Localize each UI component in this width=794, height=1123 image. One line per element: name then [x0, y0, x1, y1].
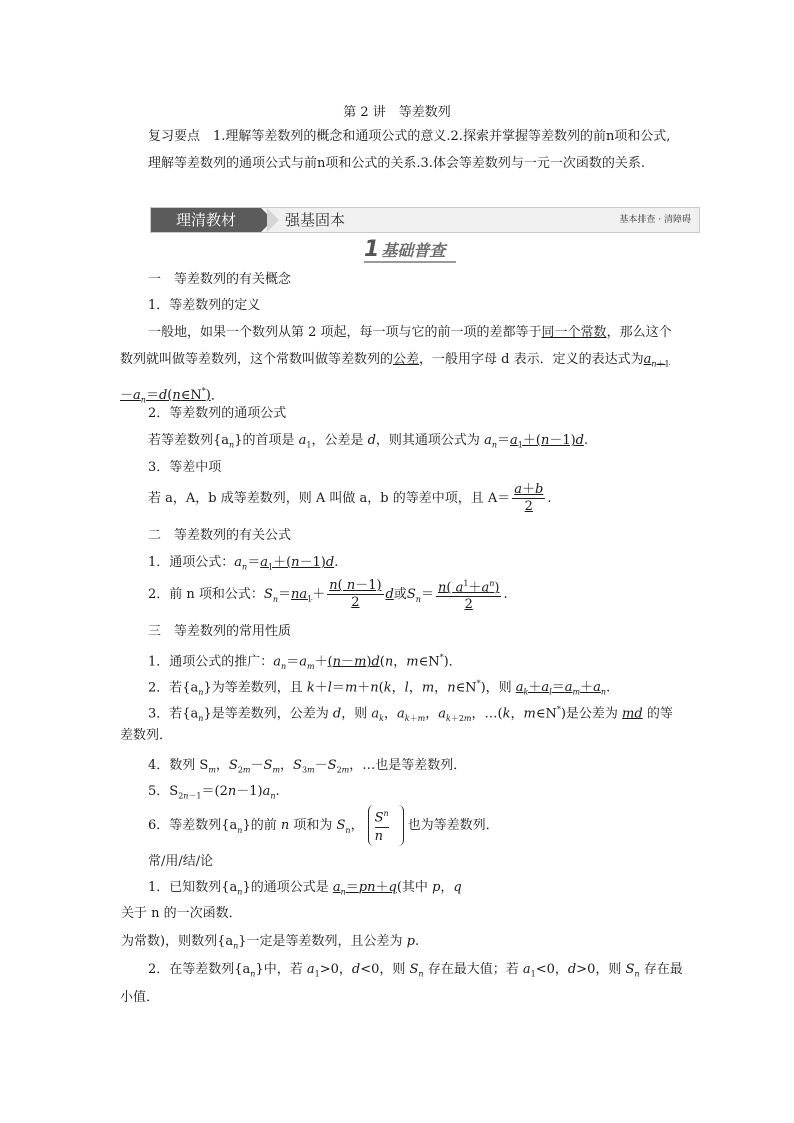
fg-label: 1．通项公式：	[148, 555, 235, 570]
c2-label: 2．在等差数列{a	[148, 962, 251, 977]
page-title: 第 2 讲 等差数列	[343, 105, 451, 120]
definition-paragraph: 一般地，如果一个数列从第 2 项起，每一项与它的前一项的差都等于同一个常数，那么这个数列就叫做等差数列，这个常数叫做等差数列的公差，一般用字母 d 表示．定义的表达式为$a_{n+1}-a_n=d(n\in N^*)$．	[120, 325, 672, 405]
banner-mid-label: 强基固本	[285, 211, 346, 229]
conclusion-1-cont: 关于 n 的一次函数．	[121, 906, 242, 921]
section-heading-2: 二 等差数列的有关公式	[148, 528, 292, 543]
def-underline-diff: 公差	[393, 352, 420, 367]
property-6: 6．等差数列$\{a_n\}$的前 n 项和为 $S_n$， $\frac{S^n}{n}$ 也为等差数列．	[148, 805, 499, 846]
p4-label: 4．数列 S	[148, 758, 209, 773]
p2-label: 2．若{a	[148, 680, 199, 696]
fs-label: 2．前 n 项和公式：	[148, 587, 264, 603]
am-fraction: $\frac{a+b}{2}$	[514, 482, 544, 514]
def-text-b: ，那么这个数列就叫做等差数列，这个常数叫做等差数列的	[120, 325, 672, 367]
def-text-c: ，一般用字母 d 表示．定义的表达式为	[419, 352, 644, 367]
banner-arrow-shadow-icon	[267, 208, 279, 232]
p6-label: 6．等差数列{a	[148, 818, 238, 834]
property-4: 4．数列 $S_m$，$S_{2m}-S_m$，$S_{3m}-S_{2m}$，…也是等差数列．	[148, 758, 467, 775]
conclusion-2: 2．在等差数列$\{a_n\}$中，若 $a_1>0$，d<0，则 $S_n$ 存在最大值；若 $a_1<0$，d>0，则 $S_n$ 存在最	[148, 962, 683, 979]
or-text: 或	[393, 587, 407, 603]
property-1: 1．通项公式的推广：$a_n=a_m+(n-m)d(n$，m∈N*)．	[148, 653, 462, 671]
section-heading-1: 一 等差数列的有关概念	[148, 272, 292, 287]
conclusion-1: 1．已知数列$\{a_n\}$的通项公式是 $a_n=pn+q$(其中 p，q	[148, 880, 462, 897]
heading-1-2: 2．等差数列的通项公式	[148, 406, 287, 421]
banner-right-label: 基本排查 · 清障碍	[619, 215, 691, 225]
am-text: 若 a，A，b 成等差数列，则 A 叫做 a，b 的等差中项，且 A＝	[148, 491, 511, 506]
property-5: 5．$S_{2n-1}=(2n-1)a_n$.	[148, 784, 280, 801]
def-formula: $a_{n+1}-a_n=d(n\in N^*)$	[120, 352, 670, 405]
general-term-line: 若等差数列$\{a_n\}$的首项是 $a_1$，公差是 d，则其通项公式为 $a_n=a_1+(n-1)d$.	[148, 433, 589, 450]
def-text-a: 一般地，如果一个数列从第 2 项起，每一项与它的前一项的差都等于	[148, 325, 542, 340]
heading-1-1: 1．等差数列的定义	[148, 298, 261, 313]
property-2: 2．若$\{a_n\}$为等差数列，且 k＋l＝m＋n(k，l，m，n∈N*)，则 $a_k+a_l=a_m+a_n$.	[148, 679, 611, 697]
sum-fraction-2: $\frac{n( a^1+a^n)}{2}$	[436, 576, 501, 613]
section-heading-4: 常/用/结/论	[148, 854, 214, 869]
banner-left-label: 理清教材	[151, 208, 261, 232]
badge-text: 基础普查	[381, 241, 446, 260]
c1c-text: 为常数)，则数列{a	[121, 934, 234, 949]
arith-mean-line: 若 a，A，b 成等差数列，则 A 叫做 a，b 的等差中项，且 A＝ $\frac{a+b}{2}$ .	[148, 482, 552, 514]
badge-number: 1	[364, 237, 380, 262]
conclusion-1-cont2: 为常数)，则数列$\{a_n\}$一定是等差数列，且公差为 p.	[121, 934, 420, 951]
review-points: 复习要点 1.理解等差数列的概念和通项公式的意义.2.探索并掌握等差数列的前n项和公式,理解等差数列的通项公式与前n项和公式的关系.3.体会等差数列与一元一次函数的关系.	[148, 129, 671, 171]
p3-label: 3．若{a	[148, 706, 199, 722]
sum-fraction-1: $\frac{n( n-1)}{2}$	[329, 578, 382, 611]
formula-sum: 2．前 n 项和公式：$S_n=na_1+$ $\frac{n( n-1)}{2}$ d或$S_n=$ $\frac{n( a^1+a^n)}{2}$ .	[148, 576, 508, 613]
property-3-cont: 差数列．	[120, 728, 173, 743]
p6-tail: 也为等差数列．	[407, 818, 499, 834]
c1-label: 1．已知数列{a	[148, 880, 238, 895]
p5-label: 5．S	[148, 784, 179, 799]
section-heading-3: 三 等差数列的常用性质	[148, 624, 292, 639]
brace-fraction: $\frac{S^n}{n}$	[368, 805, 404, 846]
p1-label: 1．通项公式的推广：	[148, 654, 274, 670]
section-banner	[150, 207, 700, 233]
formula-general: 1．通项公式：$a_n=a_1+(n-1)d$.	[148, 555, 339, 572]
conclusion-2-cont: 小值．	[120, 990, 160, 1005]
section-badge	[364, 237, 456, 263]
def-underline-const: 同一个常数	[541, 325, 607, 340]
gt-text: 若等差数列{a	[148, 433, 230, 448]
property-3: 3．若$\{a_n\}$是等差数列，公差为 d，则 $a_k$，$a_{k+m}$，$a_{k+2m}$，…(k，m∈N*)是公差为 md 的等	[148, 705, 673, 723]
heading-1-3: 3．等差中项	[148, 460, 222, 475]
